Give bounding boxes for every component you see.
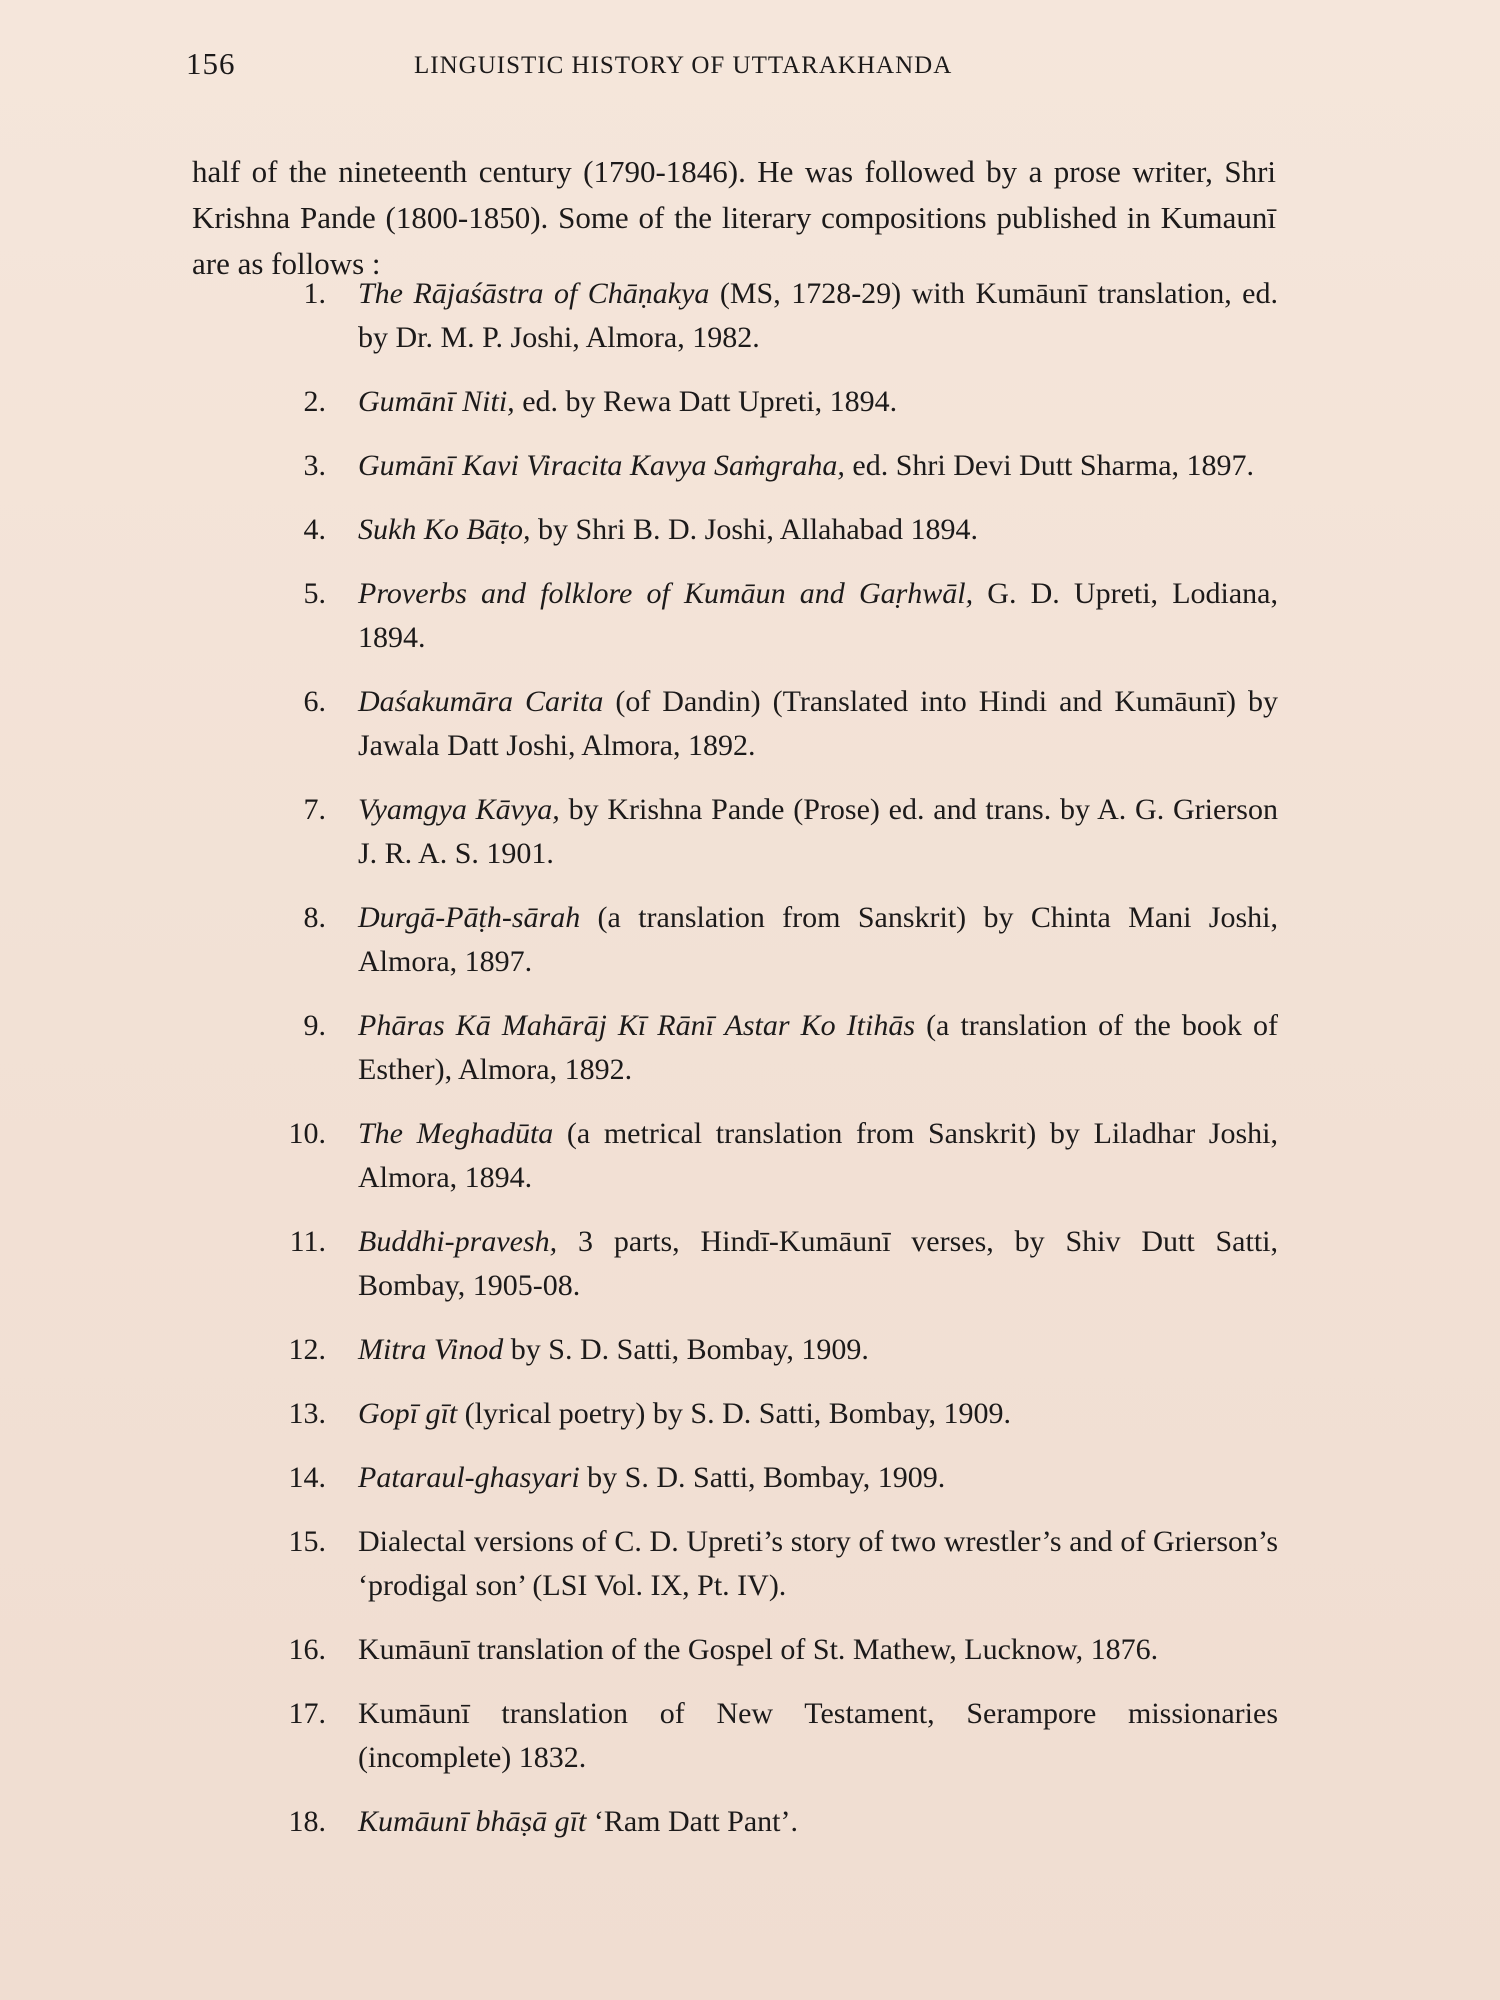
item-title: Buddhi-pravesh,: [358, 1225, 558, 1258]
item-number: 16.: [288, 1633, 326, 1666]
publication-item: [262, 1520, 1278, 1608]
publication-item: [262, 1800, 1278, 1844]
item-number: 15.: [288, 1525, 326, 1558]
item-details: Kumāunī translation of New Testament, Serampore missionaries (incomplete) 1832.: [358, 1697, 1278, 1774]
page-header: [186, 46, 1276, 96]
item-number: 14.: [288, 1461, 326, 1494]
intro-paragraph: half of the nineteenth century (1790-1846). He was followed by a prose writer, Shri Krishna Pande (1800-1850). Some of the literary compositions published in Kumaunī are as follows :: [192, 154, 1276, 281]
item-number: 5.: [303, 577, 326, 610]
item-number: 6.: [303, 685, 326, 718]
item-title: Vyamgya Kāvya,: [358, 793, 560, 826]
item-details: ed. Shri Devi Dutt Sharma, 1897.: [844, 449, 1255, 482]
item-number: 7.: [303, 793, 326, 826]
item-details: Dialectal versions of C. D. Upreti’s story of two wrestler’s and of Grierson’s ‘prodigal son’ (LSI Vol. IX, Pt. IV).: [358, 1525, 1278, 1602]
publication-item: [262, 1220, 1278, 1308]
item-details: (of Dandin) (Translated into Hindi and Kumāunī) by Jawala Datt Joshi, Almora, 1892.: [358, 685, 1278, 762]
publication-item: [262, 1112, 1278, 1200]
item-title: Mitra Vinod: [358, 1333, 504, 1366]
publication-item: [262, 1456, 1278, 1500]
item-title: Gumānī Kavi Viracita Kavya Saṁgraha,: [358, 449, 845, 482]
publication-item: [262, 680, 1278, 768]
item-number: 13.: [288, 1397, 326, 1430]
item-title: The Rājaśāstra of Chāṇakya: [358, 277, 710, 310]
item-number: 1.: [303, 277, 326, 310]
item-details: Kumāunī translation of the Gospel of St. Mathew, Lucknow, 1876.: [358, 1633, 1159, 1666]
item-details: (a translation from Sanskrit) by Chinta Mani Joshi, Almora, 1897.: [358, 901, 1278, 978]
item-details: 3 parts, Hindī-Kumāunī verses, by Shiv Dutt Satti, Bombay, 1905-08.: [358, 1225, 1278, 1302]
item-number: 9.: [303, 1009, 326, 1042]
item-details: by S. D. Satti, Bombay, 1909.: [579, 1461, 946, 1494]
item-title: Kumāunī bhāṣā gīt: [358, 1805, 587, 1838]
item-details: G. D. Upreti, Lodiana, 1894.: [358, 577, 1278, 654]
item-number: 3.: [303, 449, 326, 482]
publication-item: [262, 572, 1278, 660]
publication-list: [262, 272, 1278, 1864]
item-title: Gumānī Niti,: [358, 385, 515, 418]
item-title: Proverbs and folklore of Kumāun and Gaṛhwāl,: [358, 577, 974, 610]
item-details: (a translation of the book of Esther), Almora, 1892.: [358, 1009, 1278, 1086]
publication-item: [262, 1692, 1278, 1780]
item-details: (MS, 1728-29) with Kumāunī translation, ed. by Dr. M. P. Joshi, Almora, 1982.: [358, 277, 1278, 354]
publication-item: [262, 1392, 1278, 1436]
item-details: ed. by Rewa Datt Upreti, 1894.: [514, 385, 898, 418]
item-details: ‘Ram Datt Pant’.: [586, 1805, 798, 1838]
item-details: by Shri B. D. Joshi, Allahabad 1894.: [530, 513, 978, 546]
publication-item: [262, 1004, 1278, 1092]
item-number: 11.: [289, 1225, 326, 1258]
item-title: The Meghadūta: [358, 1117, 554, 1150]
item-title: Gopī gīt: [358, 1397, 458, 1430]
item-number: 2.: [303, 385, 326, 418]
item-number: 4.: [303, 513, 326, 546]
item-title: Pataraul-ghasyari: [358, 1461, 580, 1494]
item-details: (a metrical translation from Sanskrit) by Liladhar Joshi, Almora, 1894.: [358, 1117, 1278, 1194]
item-title: Phāras Kā Mahārāj Kī Rānī Astar Ko Itihās: [358, 1009, 915, 1042]
item-number: 8.: [303, 901, 326, 934]
page-number: 156: [186, 46, 236, 81]
item-title: Daśakumāra Carita: [358, 685, 604, 718]
item-number: 17.: [288, 1697, 326, 1730]
item-number: 12.: [288, 1333, 326, 1366]
running-title: LINGUISTIC HISTORY OF UTTARAKHANDA: [414, 52, 953, 79]
publication-item: [262, 1328, 1278, 1372]
publication-item: [262, 508, 1278, 552]
publication-item: [262, 444, 1278, 488]
publication-item: [262, 272, 1278, 360]
publication-item: [262, 1628, 1278, 1672]
item-details: by Krishna Pande (Prose) ed. and trans. by A. G. Grierson J. R. A. S. 1901.: [358, 793, 1278, 870]
item-number: 10.: [288, 1117, 326, 1150]
item-title: Durgā-Pāṭh-sārah: [358, 901, 581, 934]
item-details: by S. D. Satti, Bombay, 1909.: [503, 1333, 869, 1366]
item-details: (lyrical poetry) by S. D. Satti, Bombay, 1909.: [457, 1397, 1011, 1430]
publication-item: [262, 380, 1278, 424]
item-number: 18.: [288, 1805, 326, 1838]
item-title: Sukh Ko Bāṭo,: [358, 513, 531, 546]
publication-item: [262, 896, 1278, 984]
publication-item: [262, 788, 1278, 876]
